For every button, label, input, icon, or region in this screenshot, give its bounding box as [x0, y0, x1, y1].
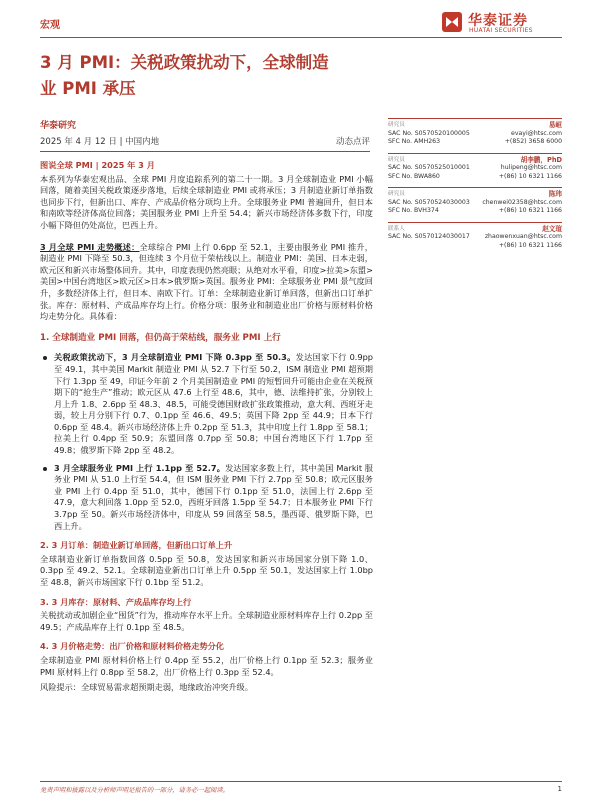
analyst-role: 研究员	[388, 156, 405, 163]
analyst-name: 易峘	[548, 121, 562, 129]
intro-paragraph: 本系列为华泰宏观出品、全球 PMI 月度追踪系列的第二十一期。3 月全球制造业 PMI 小幅回落，随着美国关税政策逐步落地，后续全球制造业 PMI 或将承压；3 月制造业新订单指数也同步下行，但新出口、库存、产成品价格分项均上升。全球服务业 PMI 普遍回升，但日本和南欧等经济体高位回落；美国服务业 PMI 上升至 54.4；新兴市场经济体多数下行，印度小幅下降但仍处高位，巴西上升。	[40, 173, 373, 230]
footer-divider	[40, 781, 562, 782]
bullet1-text: 发达国家下行 0.9pp 至 49.1，其中美国 Markit 制造业 PMI 从 52.7 下行至 50.2，ISM 制造业 PMI 超预期下行 1.3pp 至 49，印证今年前 2 个月美国制造业 PMI 的短暂回升可能由企业在关税预期下的“抢生产”推动；欧元区从 47.6 上行至 48.6，其中，德、法维持扩张，分别较上月上升 1.8、2.6pp 至 48.3、48.5，可能受德国财政扩张政策推动，意大利、西班牙走弱，较上月分别下行 0.7、0.1pp 至 46.6、49.5；英国下降 2pp 至 44.9；日本下行 0.6pp 至 48.4。新兴市场经济体上升 0.2pp 至 51.3，其中印度上行 1.8pp 至 58.1；拉美上行 0.4pp 至 50.9；东盟回落 0.7pp 至 50.8；中国台湾地区下行 1.7pp 至 49.8；俄罗斯下降 2pp 至 48.2。	[54, 352, 373, 456]
analyst-phone: +(86) 10 6321 1166	[498, 241, 562, 249]
analyst-phone: +(86) 10 6321 1166	[498, 172, 562, 180]
report-date: 2025 年 4 月 12 日 | 中国内地	[40, 137, 160, 147]
overview-lead: 3 月全球 PMI 走势概述：	[40, 241, 140, 252]
analyst-card	[388, 187, 562, 216]
analyst-sfc: SFC No. AMH263	[388, 138, 441, 145]
analyst-sac: SAC No. S0570524030003	[388, 198, 470, 206]
logo-en-text: HUATAI SECURITIES	[469, 27, 533, 34]
analyst-sac: SAC No. S0570124030017	[388, 233, 470, 240]
title-line-2: 业 PMI 承压	[40, 79, 136, 98]
analyst-email[interactable]: zhaowenxuan@htsc.com	[484, 233, 562, 240]
page-number: 1	[557, 785, 562, 793]
analyst-role: 研究员	[388, 122, 405, 128]
bullet1-lead: 关税政策扰动下，3 月全球制造业 PMI 下降 0.3pp 至 50.3。	[54, 352, 296, 363]
overview-text: 全球综合 PMI 上行 0.6pp 至 52.1，主要由服务业 PMI 推升，制造业 PMI 下降至 50.3，但连续 3 个月位于荣枯线以上。制造业 PMI：美国、日本走弱，欧元区和新兴市场整体回升。其中，印度表现仍然亮眼；从绝对水平看，印度>拉美>东盟>美国>中国台湾地区>欧元区>日本>俄罗斯>英国。服务业 PMI：全球服务业 PMI 景气度回升，多数经济体上行，但日本、南欧下行。订单：全球制造业新订单回落，但新出口订单扩张。库存：原材料、产成品库存均上行。价格分项：服务业和制造业出厂价格与原材料价格均走势分化。具体看：	[40, 241, 373, 322]
heading-3: 3. 3 月库存：原材料、产成品库存均上行	[40, 596, 192, 607]
inventory-paragraph: 关税扰动或加剧企业“囤货”行为，推动库存水平上升。全球制造业原材料库存上行 0.2pp 至 49.5；产成品库存上行 0.1pp 至 48.5。	[40, 610, 373, 632]
title-line-1: 3 月 PMI：关税政策扰动下，全球制造	[40, 53, 329, 72]
analyst-name: 胡李鹏，PhD	[520, 155, 562, 164]
org-name: 华泰研究	[40, 121, 77, 131]
bullet2-lead: 3 月全球服务业 PMI 上行 1.1pp 至 52.7。	[54, 462, 226, 473]
heading-2: 2. 3 月订单：制造业新订单回落，但新出口订单上升	[40, 540, 233, 551]
bullet-dot	[43, 356, 47, 360]
analyst-card	[388, 153, 562, 182]
analyst-role: 联系人	[388, 225, 405, 232]
bullet2-text: 发达国家多数上行，其中美国 Markit 服务业 PMI 从 51.0 上行至 54.4，但 ISM 服务业 PMI 下行 2.7pp 至 50.8；欧元区服务业 PMI 上行 0.4pp 至 51.0，其中，德国下行 0.1pp 至 51.0，法国上行 2.6pp 至 47.9，意大利回落 1.0pp 至 52.0，西班牙回落 1.5pp 至 54.7；日本服务业 PMI 下行 3.7pp 至 50。新兴市场经济体中，印度从 59 回落至 58.5，墨西哥、俄罗斯下降，巴西上升。	[54, 462, 373, 531]
main-content	[40, 160, 373, 698]
analyst-sac: SAC No. S0570520100005	[388, 129, 470, 137]
analyst-email[interactable]: hulipeng@htsc.com	[500, 164, 562, 171]
analyst-sac: SAC No. S0570525010001	[388, 164, 470, 171]
bullet-manufacturing	[40, 352, 373, 456]
analyst-name: 陈玮	[548, 190, 562, 198]
analyst-sfc: SFC No. BWA860	[388, 172, 440, 180]
analyst-sfc: SFC No. BVH374	[388, 207, 439, 214]
analyst-email[interactable]: evayi@htsc.com	[511, 129, 562, 137]
report-type: 动态点评	[335, 137, 370, 147]
bullet-services	[40, 463, 373, 533]
top-bar	[40, 10, 562, 36]
analyst-sidebar	[388, 118, 562, 256]
intro-heading: 图说全球 PMI | 2025 年 3 月	[40, 160, 155, 170]
orders-paragraph: 全球制造业新订单指数回落 0.5pp 至 50.8，发达国家和新兴市场国家分别下降 1.0、0.3pp 至 49.2、52.1。全球制造业新出口订单上升 0.5pp 至 50.1，发达国家上行 1.0bp 至 48.8，新兴市场国家下行 0.1bp 至 51.2。	[40, 553, 373, 587]
price-paragraph: 全球制造业 PMI 原材料价格上行 0.4pp 至 55.2，出厂价格上行 0.1pp 至 52.3；服务业 PMI 原材料上行 0.8pp 至 58.2，出厂价格上行 0.3pp 至 52.4。	[40, 654, 373, 677]
analyst-name: 赵文瑄	[542, 224, 562, 233]
analyst-card	[388, 222, 562, 251]
report-title	[40, 50, 370, 102]
bullet-dot	[43, 467, 47, 471]
footer-disclaimer: 免责声明和披露以及分析师声明是报告的一部分，请务必一起阅读。	[40, 787, 229, 794]
logo-cn-text: 华泰证券	[468, 13, 528, 29]
meta-row	[40, 135, 370, 149]
heading-4: 4. 3 月价格走势：出厂价格和原材料价格走势分化	[40, 641, 224, 652]
analyst-email[interactable]: chenwei02358@htsc.com	[482, 198, 562, 206]
header-divider	[40, 37, 562, 38]
huatai-logo-icon	[442, 12, 462, 32]
analyst-phone: +(86) 10 6321 1166	[498, 207, 562, 214]
overview-paragraph	[40, 242, 373, 323]
risk-paragraph: 风险提示：全球贸易需求超预期走弱，地缘政治冲突升级。	[40, 682, 253, 693]
brand-logo	[412, 10, 562, 36]
meta-divider	[40, 151, 370, 152]
analyst-phone: +(852) 3658 6000	[504, 138, 562, 145]
heading-1: 1. 全球制造业 PMI 回落，但仍高于荣枯线，服务业 PMI 上行	[40, 332, 281, 343]
analyst-role: 研究员	[388, 191, 405, 197]
section-label: 宏观	[40, 20, 60, 31]
analyst-card	[388, 118, 562, 147]
